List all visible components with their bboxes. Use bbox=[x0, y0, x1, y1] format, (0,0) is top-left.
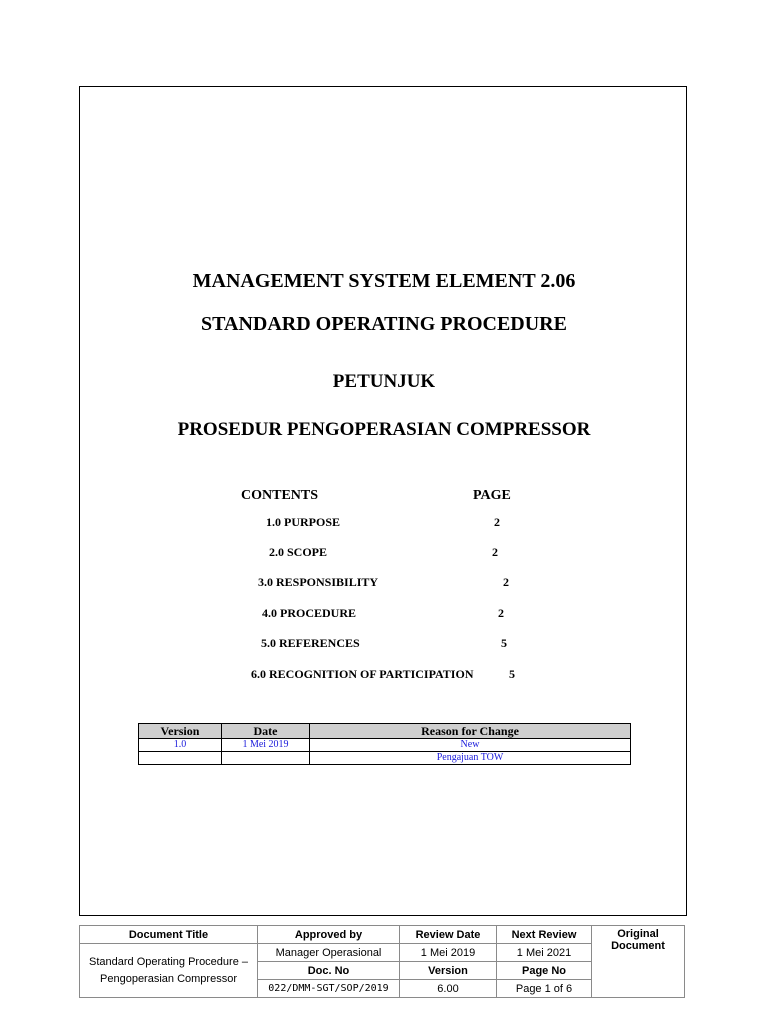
footer-header-approved: Approved by bbox=[258, 926, 400, 944]
table-row bbox=[139, 739, 631, 752]
footer-header-review: Review Date bbox=[400, 926, 497, 944]
title-line-3: PETUNJUK bbox=[332, 371, 436, 392]
toc-item-page: 2 bbox=[494, 515, 500, 529]
toc-item-label: 5.0 REFERENCES bbox=[261, 636, 360, 650]
toc-item-label: 1.0 PURPOSE bbox=[266, 515, 341, 529]
table-row bbox=[139, 752, 631, 765]
date-cell bbox=[222, 752, 310, 765]
version-cell bbox=[139, 752, 222, 765]
toc-item-label: 4.0 PROCEDURE bbox=[262, 606, 357, 620]
toc-item-page: 2 bbox=[492, 545, 498, 559]
footer-docno-value: 022/DMM-SGT/SOP/2019 bbox=[258, 980, 400, 998]
title-line-4: PROSEDUR PENGOPERASIAN COMPRESSOR bbox=[177, 419, 591, 440]
page-header: PAGE bbox=[473, 488, 511, 503]
footer-header-docno: Doc. No bbox=[258, 962, 400, 980]
column-header-version: Version bbox=[139, 724, 222, 739]
footer-original-document: Original Document bbox=[592, 926, 685, 998]
title-line-1: MANAGEMENT SYSTEM ELEMENT 2.06 bbox=[192, 270, 576, 292]
footer-table bbox=[79, 925, 685, 998]
footer-header-version: Version bbox=[400, 962, 497, 980]
footer-header-title: Document Title bbox=[80, 926, 258, 944]
toc-item-label: 6.0 RECOGNITION OF PARTICIPATION bbox=[251, 667, 474, 681]
date-cell: 1 Mei 2019 bbox=[222, 739, 310, 752]
toc-item-label: 3.0 RESPONSIBILITY bbox=[258, 575, 379, 589]
footer-header-next: Next Review bbox=[497, 926, 592, 944]
footer-pageno-value: Page 1 of 6 bbox=[497, 980, 592, 998]
version-cell: 1.0 bbox=[139, 739, 222, 752]
footer-document-title: Standard Operating Procedure – Pengoperasian Compressor bbox=[80, 944, 258, 998]
column-header-reason: Reason for Change bbox=[310, 724, 631, 739]
revision-table bbox=[138, 723, 631, 765]
contents-header: CONTENTS bbox=[241, 488, 319, 503]
page-frame bbox=[79, 86, 687, 916]
toc-item-page: 2 bbox=[503, 575, 509, 589]
reason-cell: Pengajuan TOW bbox=[310, 752, 631, 765]
title-line-2: STANDARD OPERATING PROCEDURE bbox=[201, 313, 567, 335]
footer-header-pageno: Page No bbox=[497, 962, 592, 980]
footer-version-value: 6.00 bbox=[400, 980, 497, 998]
toc-item-page: 5 bbox=[501, 636, 507, 650]
table-header-row bbox=[139, 724, 631, 739]
toc-item-label: 2.0 SCOPE bbox=[269, 545, 328, 559]
toc-item-page: 2 bbox=[498, 606, 504, 620]
reason-cell: New bbox=[310, 739, 631, 752]
footer-approved-value: Manager Operasional bbox=[258, 944, 400, 962]
footer-review-value: 1 Mei 2019 bbox=[400, 944, 497, 962]
toc-item-page: 5 bbox=[509, 667, 515, 681]
column-header-date: Date bbox=[222, 724, 310, 739]
footer-next-value: 1 Mei 2021 bbox=[497, 944, 592, 962]
